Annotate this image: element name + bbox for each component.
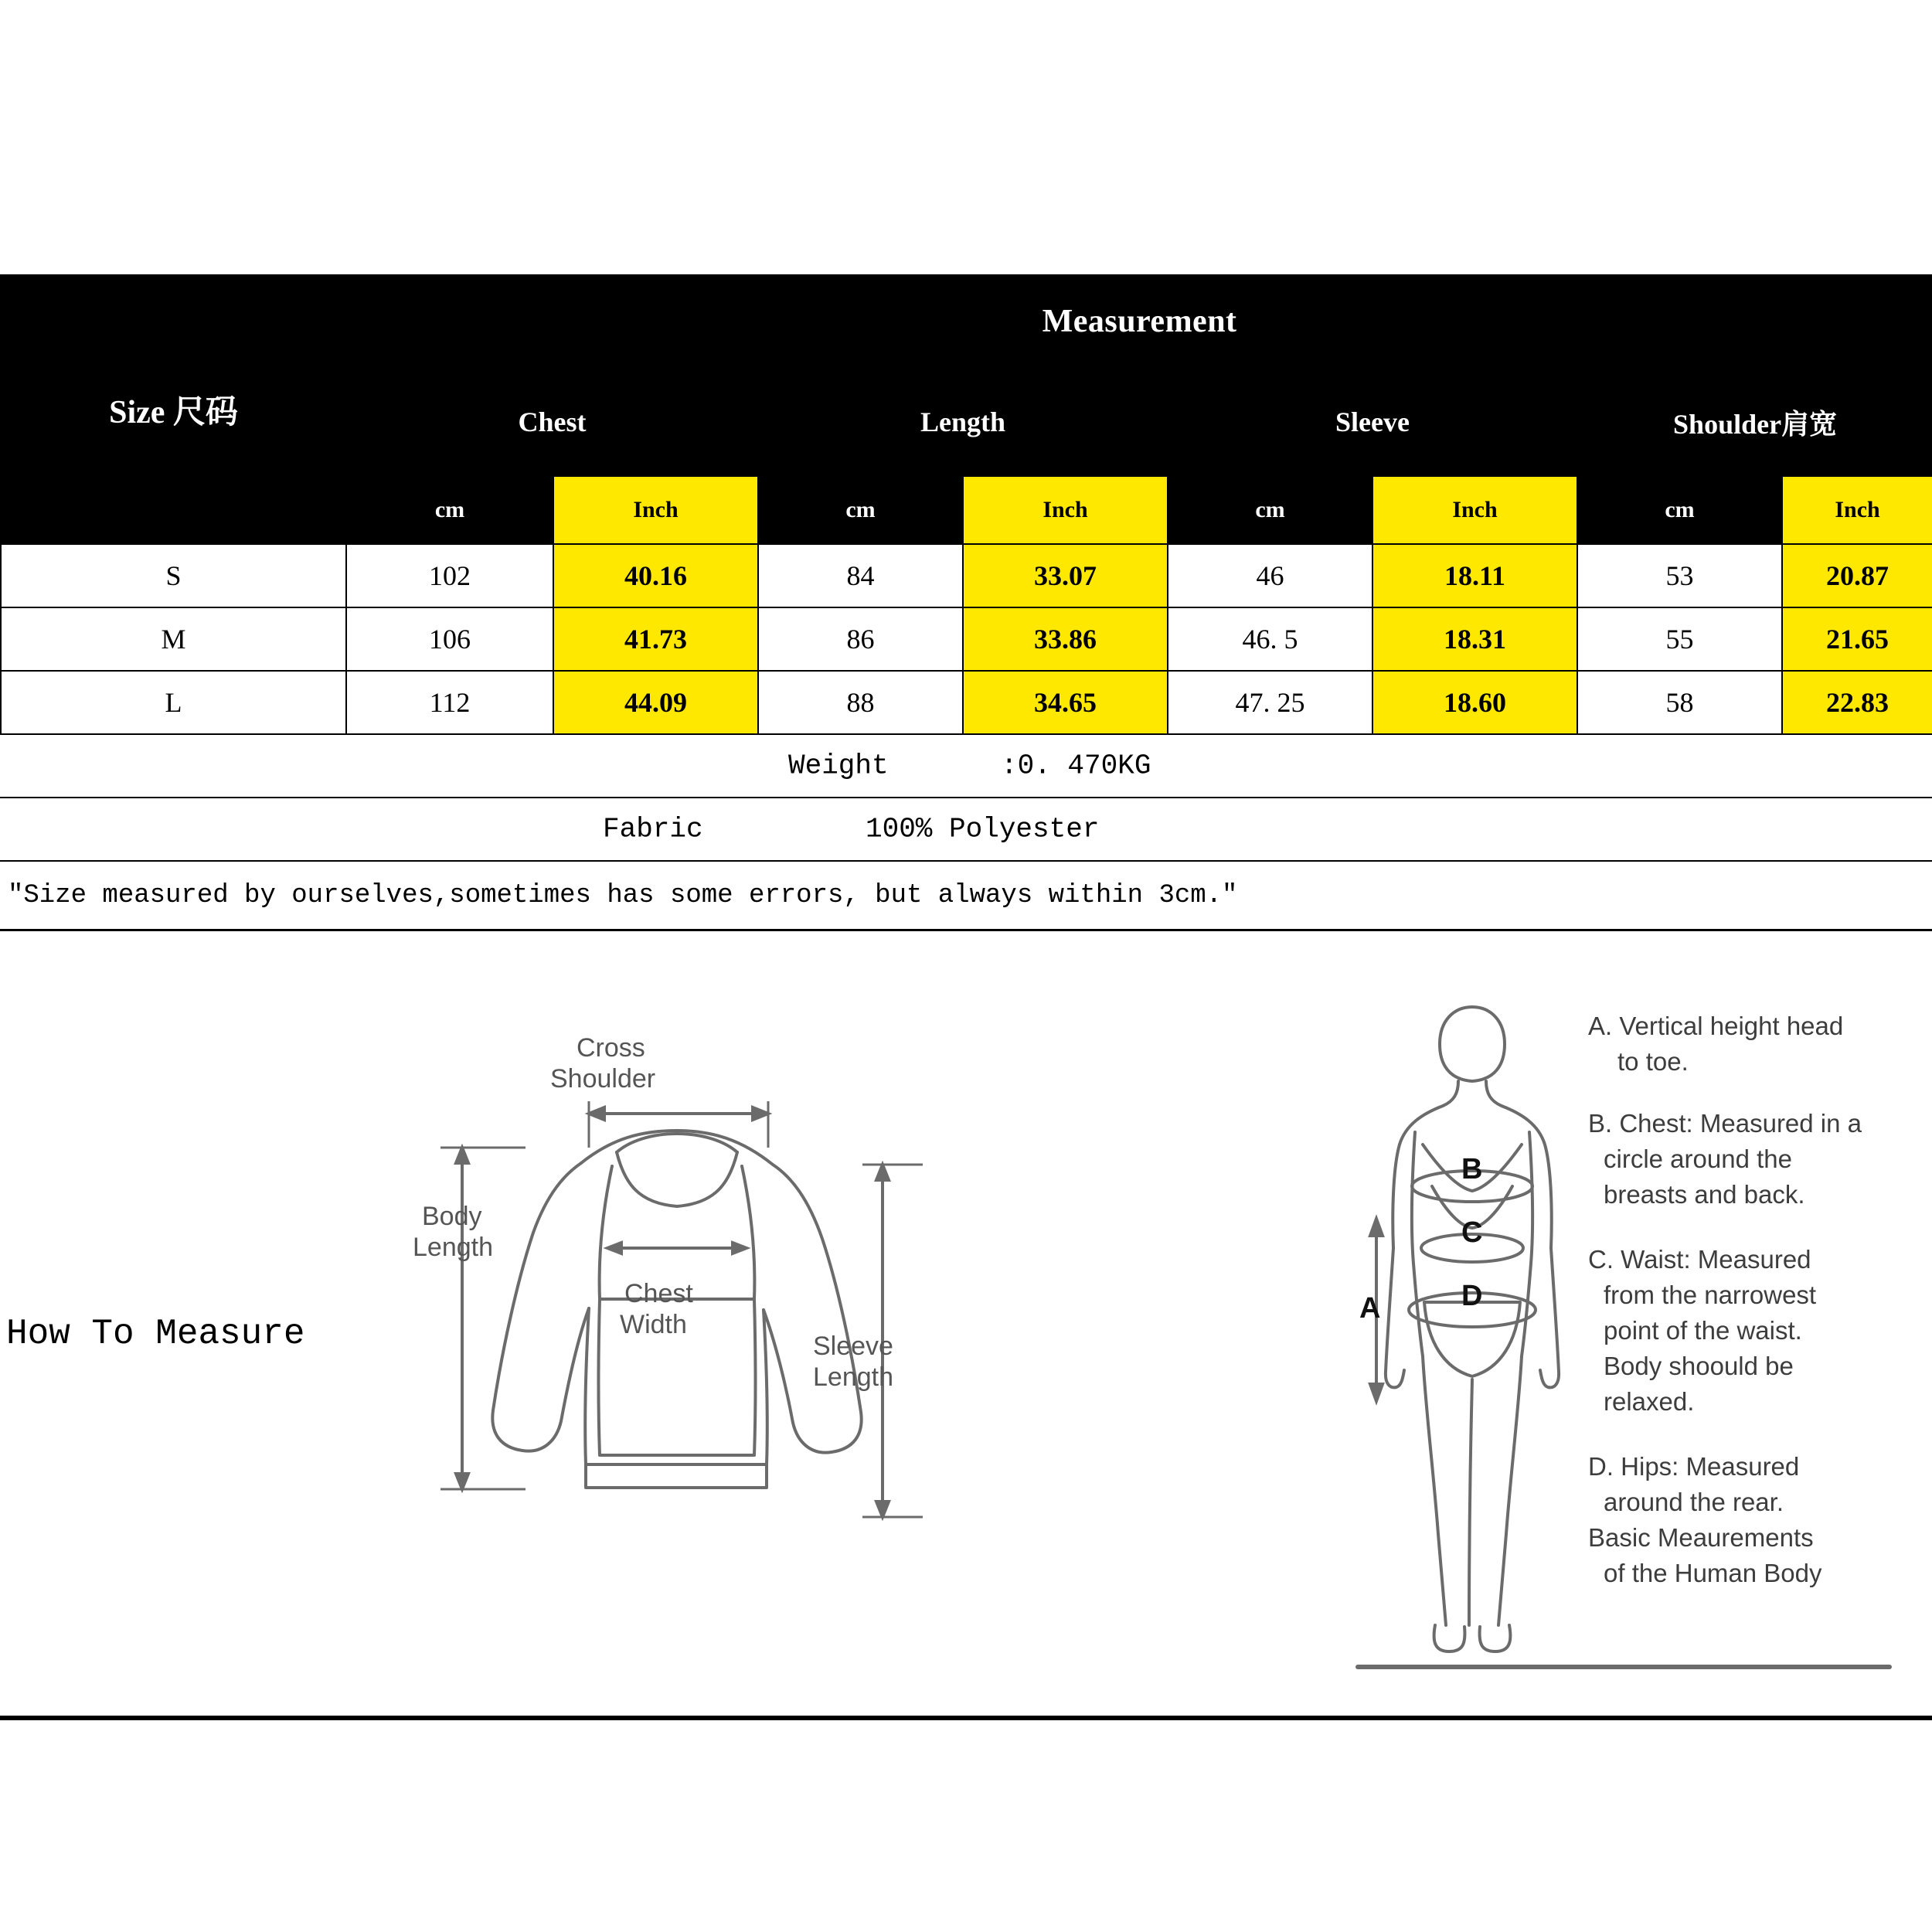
fabric-row <box>0 798 1932 862</box>
body-measure-diagram <box>1349 993 1905 1689</box>
unit-chest-cm: cm <box>346 476 553 544</box>
weight-label: Weight <box>788 750 889 782</box>
body-marker-c: C <box>1461 1216 1483 1249</box>
group-header-shoulder: Shoulder肩宽 <box>1577 368 1932 476</box>
unit-length-cm: cm <box>758 476 963 544</box>
body-marker-a: A <box>1359 1292 1381 1325</box>
cell-length-cm: 86 <box>758 607 963 671</box>
cell-shoulder-cm: 55 <box>1577 607 1782 671</box>
size-table <box>0 274 1932 735</box>
unit-shoulder-inch: Inch <box>1782 476 1932 544</box>
cell-length-cm: 88 <box>758 671 963 734</box>
cell-shoulder-inch: 20.87 <box>1782 544 1932 607</box>
unit-shoulder-cm: cm <box>1577 476 1782 544</box>
body-note-d-line2: around the rear. <box>1604 1488 1784 1516</box>
unit-chest-inch: Inch <box>553 476 758 544</box>
size-note-row <box>0 862 1932 931</box>
cell-chest-cm: 102 <box>346 544 553 607</box>
body-note-b-line2: circle around the <box>1604 1145 1792 1173</box>
cell-chest-inch: 41.73 <box>553 607 758 671</box>
cell-size: L <box>1 671 346 734</box>
weight-value: :0. 470KG <box>1001 750 1151 782</box>
label-cross-shoulder-line2: Shoulder <box>550 1064 656 1094</box>
body-note-c-line3: point of the waist. <box>1604 1316 1802 1345</box>
unit-length-inch: Inch <box>963 476 1168 544</box>
cell-chest-inch: 44.09 <box>553 671 758 734</box>
table-row <box>1 607 1932 671</box>
cell-shoulder-inch: 21.65 <box>1782 607 1932 671</box>
body-note-c-line1: C. Waist: Measured <box>1588 1245 1811 1274</box>
cell-length-cm: 84 <box>758 544 963 607</box>
cell-chest-inch: 40.16 <box>553 544 758 607</box>
measurement-header-cell: Measurement <box>346 275 1932 368</box>
garment-measure-diagram <box>410 1001 951 1627</box>
cell-chest-cm: 112 <box>346 671 553 734</box>
cell-shoulder-inch: 22.83 <box>1782 671 1932 734</box>
body-note-a-line2: to toe. <box>1617 1047 1689 1076</box>
how-to-measure-section <box>0 993 1932 1708</box>
body-marker-d: D <box>1461 1280 1483 1312</box>
body-note-c-line5: relaxed. <box>1604 1387 1695 1416</box>
label-sleeve-length-line2: Length <box>813 1362 893 1392</box>
group-header-chest: Chest <box>346 368 758 476</box>
cell-size: M <box>1 607 346 671</box>
body-note-c-line2: from the narrowest <box>1604 1281 1817 1309</box>
cell-length-inch: 34.65 <box>963 671 1168 734</box>
cell-sleeve-inch: 18.11 <box>1372 544 1577 607</box>
label-body-length-line1: Body <box>422 1202 482 1231</box>
cell-sleeve-cm: 46. 5 <box>1168 607 1372 671</box>
body-note-b-line1: B. Chest: Measured in a <box>1588 1109 1862 1138</box>
cell-length-inch: 33.86 <box>963 607 1168 671</box>
how-to-measure-title: How To Measure <box>6 1314 305 1354</box>
cell-size: S <box>1 544 346 607</box>
size-table-container <box>0 274 1932 931</box>
weight-row <box>0 735 1932 798</box>
label-chest-width-line2: Width <box>620 1310 687 1339</box>
body-note-a-line1: A. Vertical height head <box>1588 1012 1844 1040</box>
unit-sleeve-inch: Inch <box>1372 476 1577 544</box>
unit-sleeve-cm: cm <box>1168 476 1372 544</box>
cell-sleeve-inch: 18.60 <box>1372 671 1577 734</box>
bottom-divider <box>0 1716 1932 1720</box>
group-header-length: Length <box>758 368 1168 476</box>
table-header-row-1 <box>1 275 1932 368</box>
size-header-cell: Size 尺码 <box>1 275 346 544</box>
body-note-c-line4: Body shoould be <box>1604 1352 1794 1380</box>
cell-shoulder-cm: 58 <box>1577 671 1782 734</box>
cell-sleeve-cm: 47. 25 <box>1168 671 1372 734</box>
group-header-sleeve: Sleeve <box>1168 368 1577 476</box>
body-note-d-line4: of the Human Body <box>1604 1559 1822 1587</box>
body-note-b-line3: breasts and back. <box>1604 1180 1805 1209</box>
table-row <box>1 544 1932 607</box>
cell-length-inch: 33.07 <box>963 544 1168 607</box>
body-note-d-line1: D. Hips: Measured <box>1588 1452 1800 1481</box>
label-cross-shoulder-line1: Cross <box>577 1033 645 1063</box>
body-marker-b: B <box>1461 1153 1483 1185</box>
cell-sleeve-inch: 18.31 <box>1372 607 1577 671</box>
label-sleeve-length-line1: Sleeve <box>813 1332 893 1361</box>
label-chest-width-line1: Chest <box>624 1279 693 1308</box>
body-note-d-line3: Basic Meaurements <box>1588 1523 1814 1552</box>
cell-shoulder-cm: 53 <box>1577 544 1782 607</box>
table-row <box>1 671 1932 734</box>
fabric-label: Fabric <box>603 813 703 845</box>
cell-sleeve-cm: 46 <box>1168 544 1372 607</box>
size-note-text: "Size measured by ourselves,sometimes has some errors, but always within 3cm." <box>8 880 1238 910</box>
label-body-length-line2: Length <box>413 1233 493 1262</box>
cell-chest-cm: 106 <box>346 607 553 671</box>
fabric-value: 100% Polyester <box>866 813 1100 845</box>
